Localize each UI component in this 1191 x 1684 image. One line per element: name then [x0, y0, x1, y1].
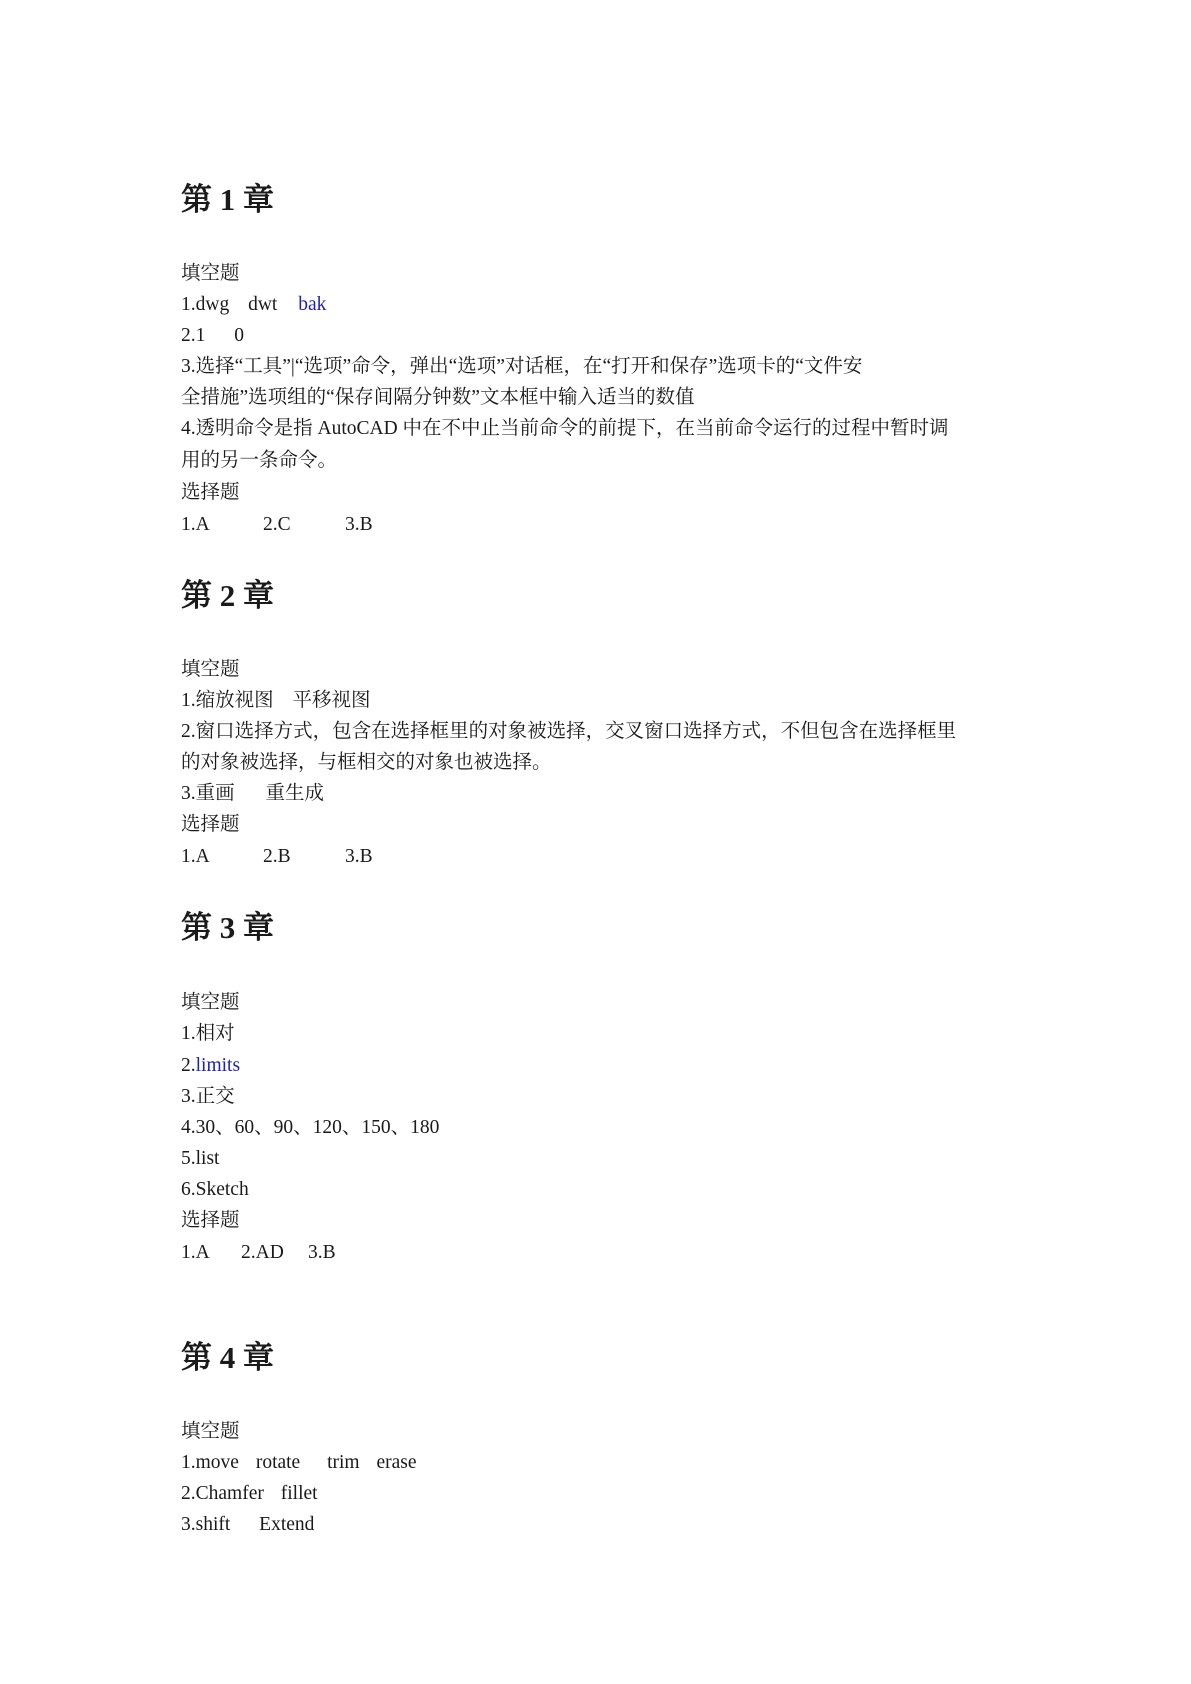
- ch1-q1-c: bak: [298, 294, 327, 315]
- ch4-fill-label: 填空题: [181, 1421, 240, 1442]
- ch2-q3-a: 3.重画: [181, 783, 235, 804]
- ch1-fill-q3-line2: 全措施”选项组的“保存间隔分钟数”文本框中输入适当的数值: [181, 387, 695, 408]
- chapter-2-heading: 第 2 章: [181, 578, 274, 613]
- ch4-fill-q1: [181, 1450, 417, 1476]
- ch3-choice-label: 选择题: [181, 1210, 240, 1231]
- ch4-fill-q3: [181, 1512, 314, 1538]
- ch4-q1-d: erase: [376, 1452, 417, 1473]
- ch2-q1-a: 1.缩放视图: [181, 690, 274, 711]
- ch4-q2-b: fillet: [280, 1483, 318, 1504]
- ch3-fill-q4: 4.30、60、90、120、150、180: [181, 1117, 440, 1138]
- ch4-q2-a: 2.Chamfer: [181, 1483, 264, 1504]
- ch3-choice-3: 3.B: [308, 1242, 336, 1263]
- ch1-q2-num: 2.: [181, 325, 196, 346]
- ch3-choice-answers: [181, 1240, 336, 1266]
- ch4-q3-a: 3.shift: [181, 1514, 231, 1535]
- ch1-fill-q2: [181, 323, 244, 349]
- ch3-fill-q5: 5.list: [181, 1148, 220, 1169]
- ch4-q1-b: rotate: [255, 1452, 301, 1473]
- ch1-q1-num: 1.: [181, 294, 196, 315]
- ch1-fill-q4-line1: 4.透明命令是指 AutoCAD 中在不中止当前命令的前提下，在当前命令运行的过程中暂时调: [181, 418, 949, 439]
- chapter-1-heading: 第 1 章: [181, 182, 274, 217]
- ch1-fill-q3-line1: 3.选择“工具”|“选项”命令，弹出“选项”对话框，在“打开和保存”选项卡的“文件安: [181, 356, 863, 377]
- ch3-q2-a: limits: [195, 1055, 241, 1076]
- ch4-q1-c: trim: [327, 1452, 360, 1473]
- ch2-fill-q2-line1: 2.窗口选择方式，包含在选择框里的对象被选择，交叉窗口选择方式，不但包含在选择框里: [181, 721, 957, 742]
- ch1-fill-label: 填空题: [181, 263, 240, 284]
- ch4-fill-q2: [181, 1481, 318, 1507]
- ch2-choice-3: 3.B: [345, 846, 373, 867]
- ch1-choice-label: 选择题: [181, 482, 240, 503]
- ch1-q1-b: dwt: [248, 294, 278, 315]
- ch4-q1-a: 1.move: [181, 1452, 239, 1473]
- ch2-choice-answers: [181, 844, 373, 870]
- ch1-q2-a: 1: [195, 325, 206, 346]
- ch1-choice-2: 2.C: [263, 514, 291, 535]
- ch2-fill-q2-line2: 的对象被选择，与框相交的对象也被选择。: [181, 752, 552, 773]
- ch3-fill-q2: [181, 1053, 240, 1079]
- ch2-choice-2: 2.B: [263, 846, 291, 867]
- ch2-choice-1: 1.A: [181, 846, 210, 867]
- ch3-choice-1: 1.A: [181, 1242, 210, 1263]
- ch3-fill-q3: 3.正交: [181, 1086, 235, 1107]
- ch4-q3-b: Extend: [259, 1514, 315, 1535]
- ch1-fill-q1: [181, 292, 326, 318]
- ch2-fill-label: 填空题: [181, 659, 240, 680]
- ch1-fill-q4-line2: 用的另一条命令。: [181, 450, 338, 471]
- ch1-q1-a: dwg: [195, 294, 230, 315]
- ch3-q2-num: 2.: [181, 1055, 196, 1076]
- ch1-choice-answers: [181, 512, 373, 538]
- ch3-fill-q6: 6.Sketch: [181, 1179, 249, 1200]
- ch3-fill-label: 填空题: [181, 992, 240, 1013]
- ch2-fill-q3: [181, 781, 324, 807]
- chapter-3-heading: 第 3 章: [181, 910, 274, 945]
- ch2-choice-label: 选择题: [181, 814, 240, 835]
- ch2-fill-q1: [181, 688, 371, 714]
- ch3-choice-2: 2.AD: [241, 1242, 284, 1263]
- ch1-choice-3: 3.B: [345, 514, 373, 535]
- ch2-q3-b: 重生成: [265, 783, 325, 804]
- ch3-fill-q1: 1.相对: [181, 1023, 235, 1044]
- ch1-q2-b: 0: [234, 325, 244, 346]
- ch2-q1-b: 平移视图: [292, 690, 371, 711]
- ch1-choice-1: 1.A: [181, 514, 210, 535]
- chapter-4-heading: 第 4 章: [181, 1340, 274, 1375]
